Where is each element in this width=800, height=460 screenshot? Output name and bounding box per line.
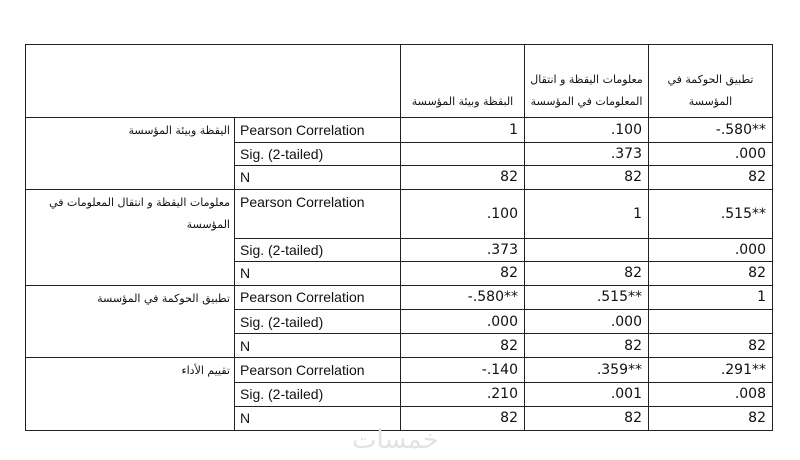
value-cell: .000 — [401, 310, 525, 334]
table-row — [26, 142, 773, 165]
table-row — [26, 334, 773, 358]
value-cell: .291** — [649, 358, 773, 383]
stat-label: Sig. (2-tailed) — [235, 142, 401, 165]
row-group-spacer — [26, 334, 235, 358]
table-row — [26, 189, 773, 238]
stat-label: Sig. (2-tailed) — [235, 238, 401, 261]
value-cell: 82 — [401, 334, 525, 358]
value-cell: .515** — [525, 285, 649, 310]
value-cell: .373 — [401, 238, 525, 261]
stat-label: N — [235, 261, 401, 285]
value-cell: .000 — [649, 142, 773, 165]
value-cell: .001 — [525, 382, 649, 406]
stat-label: Sig. (2-tailed) — [235, 310, 401, 334]
stat-label: N — [235, 406, 401, 430]
table-row — [26, 285, 773, 310]
value-cell: .359** — [525, 358, 649, 383]
table-row — [26, 118, 773, 143]
value-cell: 82 — [649, 261, 773, 285]
row-group-spacer — [26, 406, 235, 430]
value-cell: .000 — [649, 238, 773, 261]
table-header-row — [26, 45, 773, 118]
value-cell: .100 — [401, 189, 525, 238]
value-cell: 82 — [401, 165, 525, 189]
row-group-label: اليقظة وبيئة المؤسسة — [26, 118, 235, 143]
value-cell: .000 — [525, 310, 649, 334]
value-cell: .008 — [649, 382, 773, 406]
table-row — [26, 310, 773, 334]
row-group-label: تطبيق الحوكمة في المؤسسة — [26, 285, 235, 310]
stat-label: Pearson Correlation — [235, 189, 401, 238]
value-cell: 82 — [649, 334, 773, 358]
value-cell: 82 — [525, 334, 649, 358]
value-cell: -.580** — [401, 285, 525, 310]
stat-label: Pearson Correlation — [235, 358, 401, 383]
table-row — [26, 165, 773, 189]
value-cell — [649, 310, 773, 334]
stat-label: Pearson Correlation — [235, 118, 401, 143]
value-cell: -.580** — [649, 118, 773, 143]
row-group-spacer — [26, 261, 235, 285]
table-row — [26, 238, 773, 261]
value-cell: 82 — [649, 165, 773, 189]
row-group-label: تقييم الأداء — [26, 358, 235, 383]
header-corner-cell — [26, 45, 401, 118]
header-col-2: معلومات اليقظة و انتقال المعلومات في المؤسسة — [525, 45, 649, 118]
table-row — [26, 358, 773, 383]
correlation-table — [25, 44, 773, 431]
value-cell: 1 — [649, 285, 773, 310]
header-col-3: تطبيق الحوكمة في المؤسسة — [649, 45, 773, 118]
row-group-spacer — [26, 142, 235, 165]
value-cell: 82 — [649, 406, 773, 430]
row-group-spacer — [26, 310, 235, 334]
value-cell: .373 — [525, 142, 649, 165]
value-cell: .100 — [525, 118, 649, 143]
table-row — [26, 382, 773, 406]
value-cell: 82 — [525, 165, 649, 189]
stat-label: N — [235, 334, 401, 358]
value-cell — [401, 142, 525, 165]
value-cell: 1 — [401, 118, 525, 143]
row-group-label: معلومات اليقظة و انتقال المعلومات في المؤسسة — [26, 189, 235, 238]
row-group-spacer — [26, 382, 235, 406]
value-cell: 82 — [401, 406, 525, 430]
row-group-spacer — [26, 238, 235, 261]
value-cell: 1 — [525, 189, 649, 238]
value-cell: .210 — [401, 382, 525, 406]
watermark-logo: خمسات — [352, 425, 439, 455]
value-cell: 82 — [525, 261, 649, 285]
value-cell — [525, 238, 649, 261]
header-col-1: البقظة وبيئة المؤسسة — [401, 45, 525, 118]
stat-label: N — [235, 165, 401, 189]
value-cell: .515** — [649, 189, 773, 238]
value-cell: -.140 — [401, 358, 525, 383]
stat-label: Pearson Correlation — [235, 285, 401, 310]
value-cell: 82 — [525, 406, 649, 430]
stat-label: Sig. (2-tailed) — [235, 382, 401, 406]
row-group-spacer — [26, 165, 235, 189]
table-row — [26, 261, 773, 285]
value-cell: 82 — [401, 261, 525, 285]
